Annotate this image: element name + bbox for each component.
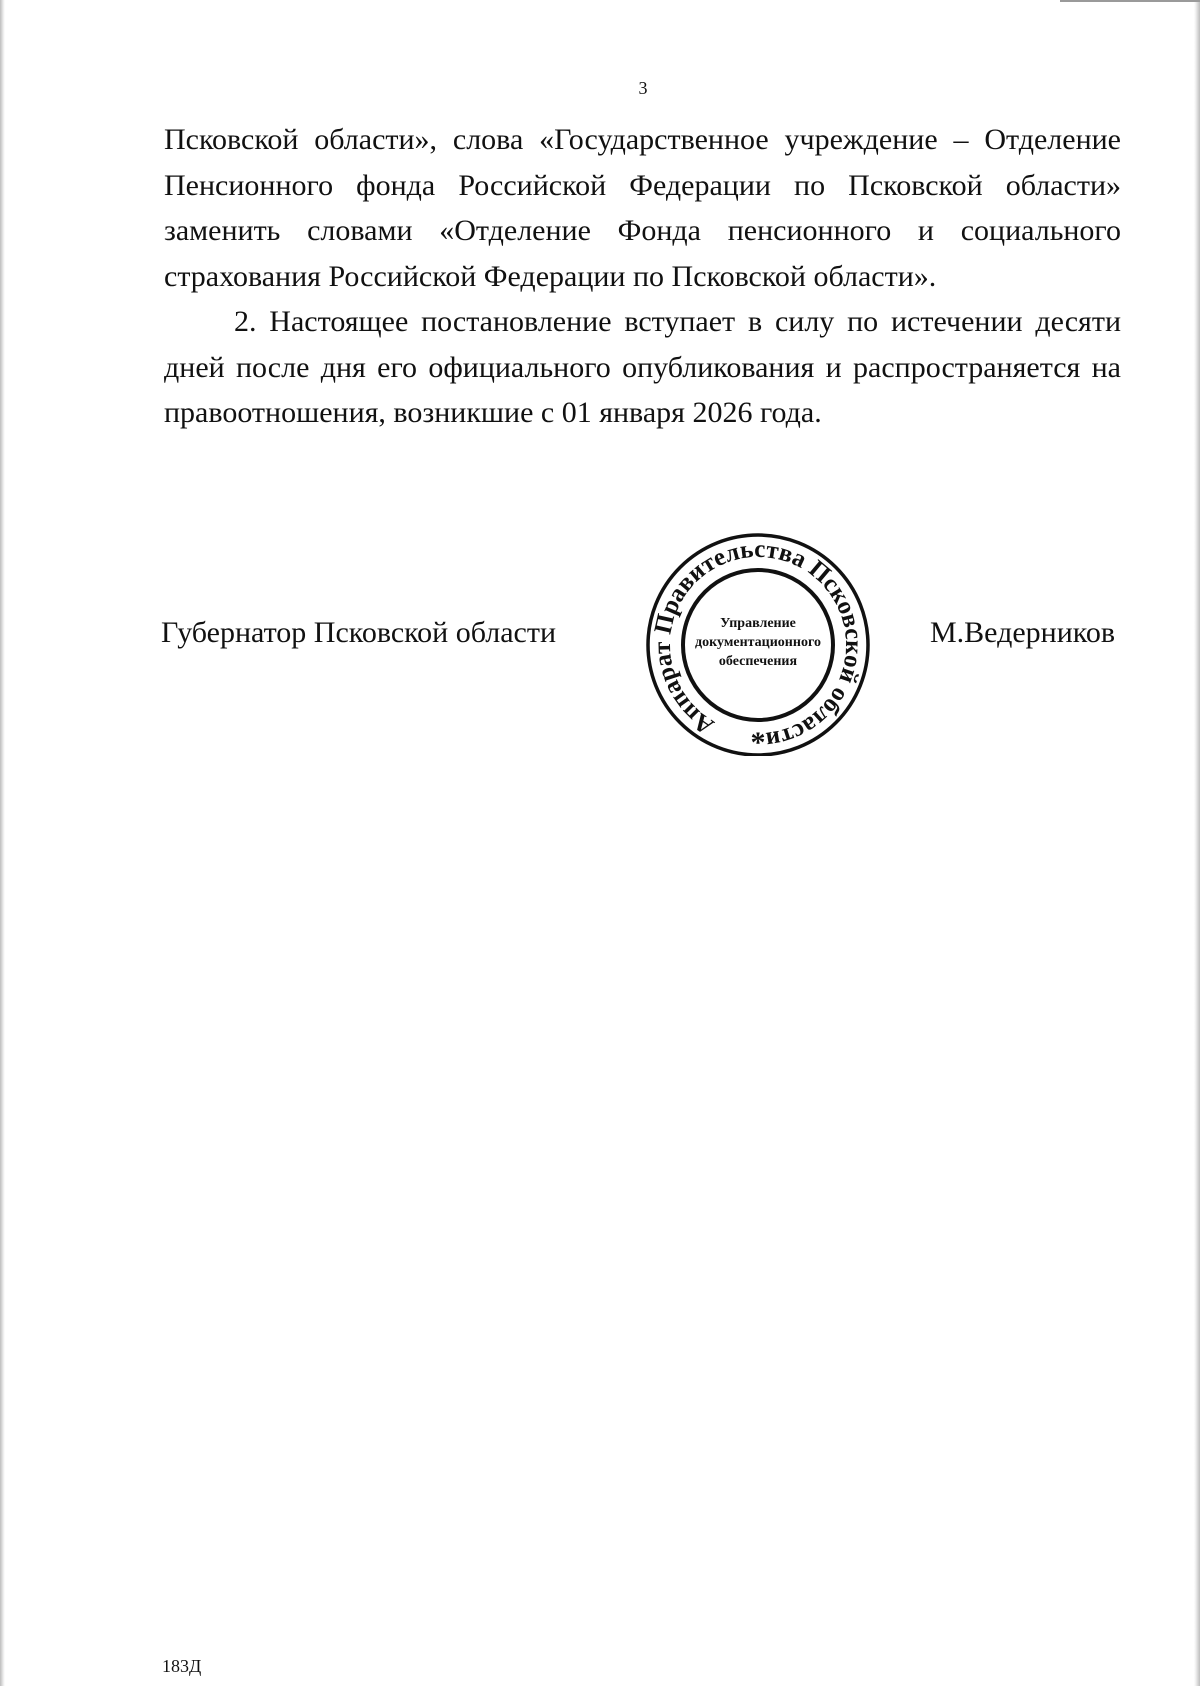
paragraph-2: 2. Настоящее постановление вступает в силу по истечении десяти дней после дня его официального опубликования и распространяется на правоотношения, возникшие с 01 января 2026 года. bbox=[164, 305, 1121, 429]
signature-block bbox=[0, 616, 1200, 676]
document-body bbox=[164, 117, 1121, 436]
page-number: 3 bbox=[638, 78, 648, 98]
scan-edge-left bbox=[0, 0, 5, 1686]
signer-position: Губернатор Псковской области bbox=[161, 616, 557, 649]
seal-center-line-2: документационного bbox=[695, 635, 821, 650]
signer-name: М.Ведерников bbox=[930, 616, 1116, 649]
seal-graphic bbox=[643, 530, 873, 756]
seal-center-line-3: обеспечения bbox=[718, 654, 798, 669]
paragraph-1: Псковской области», слова «Государственное учреждение – Отделение Пенсионного фонда Российской Федерации по Псковской области» заменить словами «Отделение Фонда пенсионного и социального страхования Российской Федерации по Псковской области». bbox=[164, 123, 1121, 293]
document-code: 183Д bbox=[162, 1656, 202, 1676]
seal-center-line-1: Управление bbox=[720, 616, 796, 631]
scan-edge-right bbox=[1194, 0, 1200, 1686]
seal-star: * bbox=[750, 726, 766, 756]
scan-edge-top bbox=[1060, 0, 1200, 2]
seal-ring-text: Аппарат Правительства Псковской области bbox=[648, 535, 868, 754]
official-seal bbox=[643, 530, 873, 756]
